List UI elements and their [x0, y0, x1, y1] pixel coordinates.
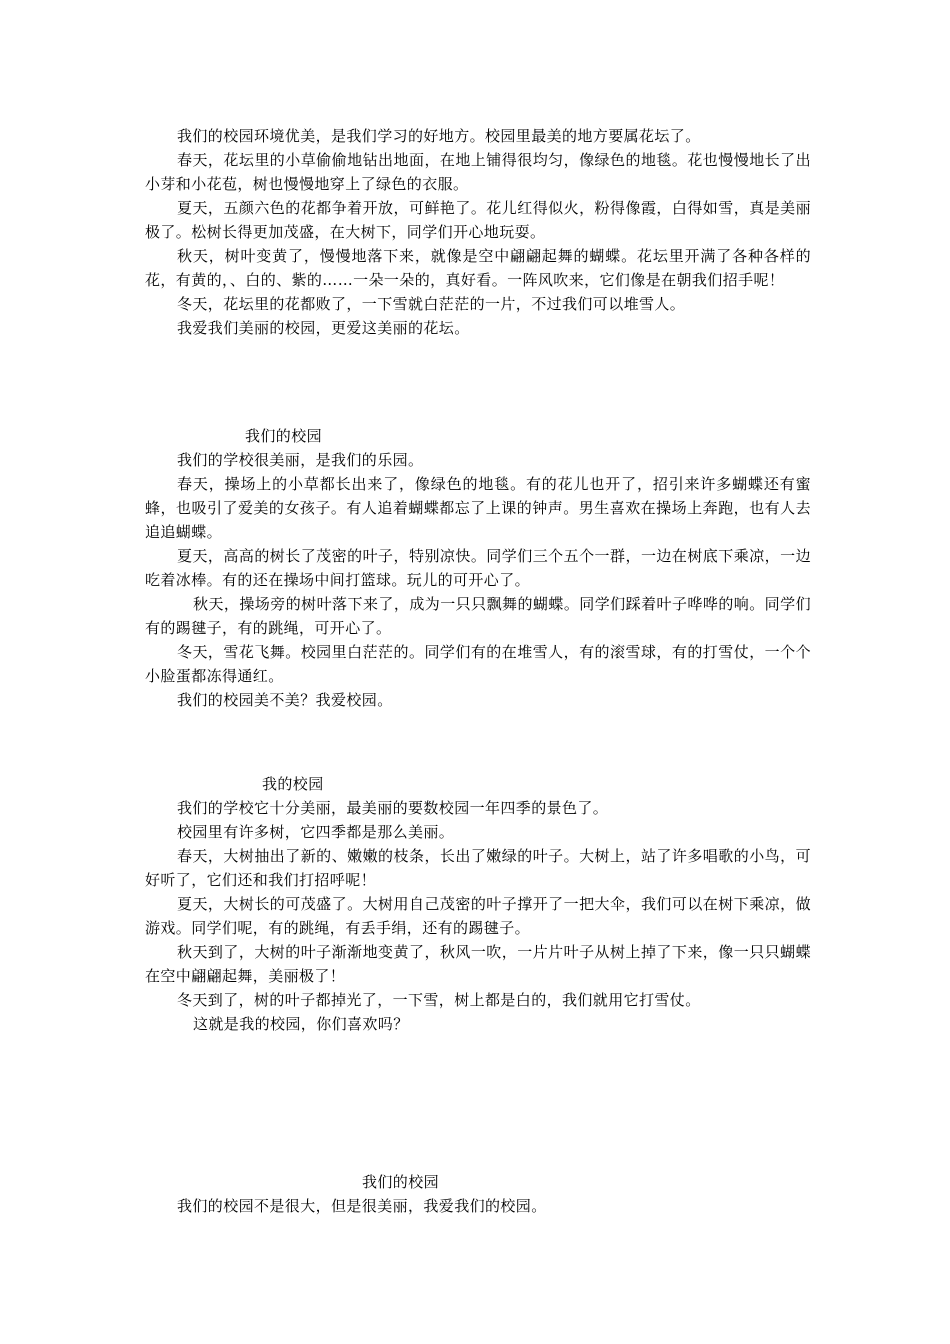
essay-1-paragraph-1: 我们的校园环境优美，是我们学习的好地方。校园里最美的地方要属花坛了。: [177, 127, 701, 145]
essay-3-paragraph-3: 春天，大树抽出了新的、嫩嫩的枝条，长出了嫩绿的叶子。大树上，站了许多唱歌的小鸟，可好听了，它们还和我们打招呼呢！: [145, 847, 811, 889]
essay-3-paragraph-6: 冬天到了，树的叶子都掉光了，一下雪，树上都是白的，我们就用它打雪仗。: [177, 991, 701, 1009]
essay-2-title: 我们的校园: [245, 427, 323, 445]
essay-2: [145, 424, 811, 712]
essay-3-paragraph-4: 夏天，大树长的可茂盛了。大树用自己茂密的叶子撑开了一把大伞，我们可以在树下乘凉，做游戏。同学们呢，有的跳绳，有丢手绢，还有的踢毽子。: [145, 895, 811, 937]
essay-2-paragraph-1: 我们的学校很美丽，是我们的乐园。: [177, 451, 424, 469]
essay-1-paragraph-3: 夏天，五颜六色的花都争着开放，可鲜艳了。花儿红得似火，粉得像霞，白得如雪，真是美丽极了。松树长得更加茂盛，在大树下，同学们开心地玩耍。: [145, 199, 811, 241]
essay-2-paragraph-2: 春天，操场上的小草都长出来了，像绿色的地毯。有的花儿也开了，招引来许多蝴蝶还有蜜蜂，也吸引了爱美的女孩子。有人追着蝴蝶都忘了上课的钟声。男生喜欢在操场上奔跑，也有人去追追蝴蝶。: [145, 475, 811, 541]
essay-3-paragraph-5: 秋天到了，大树的叶子渐渐地变黄了，秋风一吹，一片片叶子从树上掉了下来，像一只只蝴蝶在空中翩翩起舞，美丽极了！: [145, 943, 811, 985]
essay-2-paragraph-3: 夏天，高高的树长了茂密的叶子，特别凉快。同学们三个五个一群，一边在树底下乘凉，一边吃着冰棒。有的还在操场中间打篮球。玩儿的可开心了。: [145, 547, 811, 589]
essay-3: [145, 772, 811, 1036]
essay-2-paragraph-5: 冬天，雪花飞舞。校园里白茫茫的。同学们有的在堆雪人，有的滚雪球，有的打雪仗，一个个小脸蛋都冻得通红。: [145, 643, 811, 685]
essay-3-title: 我的校园: [262, 775, 324, 793]
essay-3-paragraph-2: 校园里有许多树，它四季都是那么美丽。: [177, 823, 455, 841]
essay-1: [145, 124, 811, 340]
essay-2-paragraph-6: 我们的校园美不美？我爱校园。: [177, 691, 393, 709]
essay-1-paragraph-5: 冬天，花坛里的花都败了，一下雪就白茫茫的一片，不过我们可以堆雪人。: [177, 295, 686, 313]
essay-4-paragraph-1: 我们的校园不是很大，但是很美丽，我爱我们的校园。: [177, 1197, 547, 1215]
essay-4-title: 我们的校园: [362, 1173, 440, 1191]
essay-1-paragraph-2: 春天，花坛里的小草偷偷地钻出地面，在地上铺得很均匀，像绿色的地毯。花也慢慢地长了出小芽和小花苞，树也慢慢地穿上了绿色的衣服。: [145, 151, 811, 193]
essay-2-paragraph-4: 秋天，操场旁的树叶落下来了，成为一只只飘舞的蝴蝶。同学们踩着叶子哗哗的响。同学们有的踢毽子，有的跳绳，可开心了。: [145, 595, 811, 637]
essay-3-paragraph-1: 我们的学校它十分美丽，最美丽的要数校园一年四季的景色了。: [177, 799, 609, 817]
essay-1-paragraph-4: 秋天，树叶变黄了，慢慢地落下来，就像是空中翩翩起舞的蝴蝶。花坛里开满了各种各样的花，有黄的，、白的、紫的……一朵一朵的，真好看。一阵风吹来，它们像是在朝我们招手呢！: [145, 247, 811, 289]
essay-3-paragraph-7: 这就是我的校园，你们喜欢吗？: [193, 1015, 409, 1033]
essay-1-paragraph-6: 我爱我们美丽的校园，更爱这美丽的花坛。: [177, 319, 470, 337]
essay-4: [145, 1170, 811, 1218]
